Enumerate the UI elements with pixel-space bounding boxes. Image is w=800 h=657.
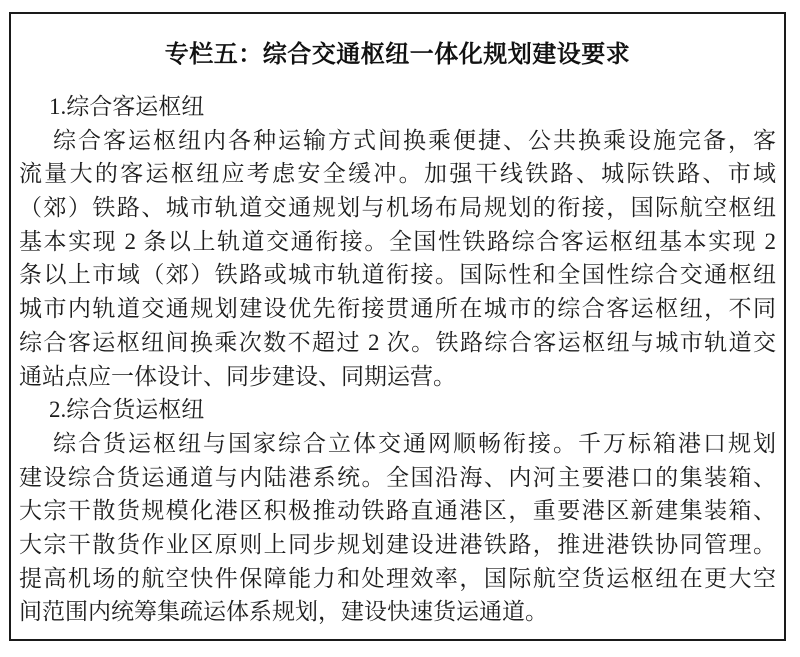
text-line: 通站点应一体设计、同步建设、同期运营。 [19,363,456,389]
column-box [9,12,786,641]
text-line: 流量大的客运枢纽应考虑安全缓冲。加强干线铁路、城际铁路、市域 [19,161,776,187]
text-line: 大宗干散货规模化港区积极推动铁路直通港区，重要港区新建集装箱、 [19,498,776,524]
text-line: 建设综合货运通道与内陆港系统。全国沿海、内河主要港口的集装箱、 [19,464,776,490]
text-line: 条以上市域（郊）铁路或城市轨道衔接。国际性和全国性综合交通枢纽 [19,262,776,288]
text-line: 间范围内统筹集疏运体系规划，建设快速货运通道。 [19,599,548,625]
text-line: 提高机场的航空快件保障能力和处理效率，国际航空货运枢纽在更大空 [19,565,776,591]
text-line: 基本实现 2 条以上轨道交通衔接。全国性铁路综合客运枢纽基本实现 2 [19,228,776,254]
text-line: 城市内轨道交通规划建设优先衔接贯通所在城市的综合客运枢纽，不同 [19,296,776,322]
section-heading-passenger-hub: 1.综合客运枢纽 [49,94,205,119]
section-heading-freight-hub: 2.综合货运枢纽 [49,397,205,423]
text-line: 综合客运枢纽间换乘次数不超过 2 次。铁路综合客运枢纽与城市轨道交 [19,329,776,355]
text-line: 综合货运枢纽与国家综合立体交通网顺畅衔接。千万标箱港口规划 [53,430,776,456]
text-line: 大宗干散货作业区原则上同步规划建设进港铁路，推进港铁协同管理。 [19,531,776,557]
text-line: 综合客运枢纽内各种运输方式间换乘便捷、公共换乘设施完备，客 [53,127,776,153]
text-line: （郊）铁路、城市轨道交通规划与机场布局规划的衔接，国际航空枢纽 [19,195,776,221]
column-title: 专栏五：综合交通枢纽一体化规划建设要求 [164,41,631,68]
